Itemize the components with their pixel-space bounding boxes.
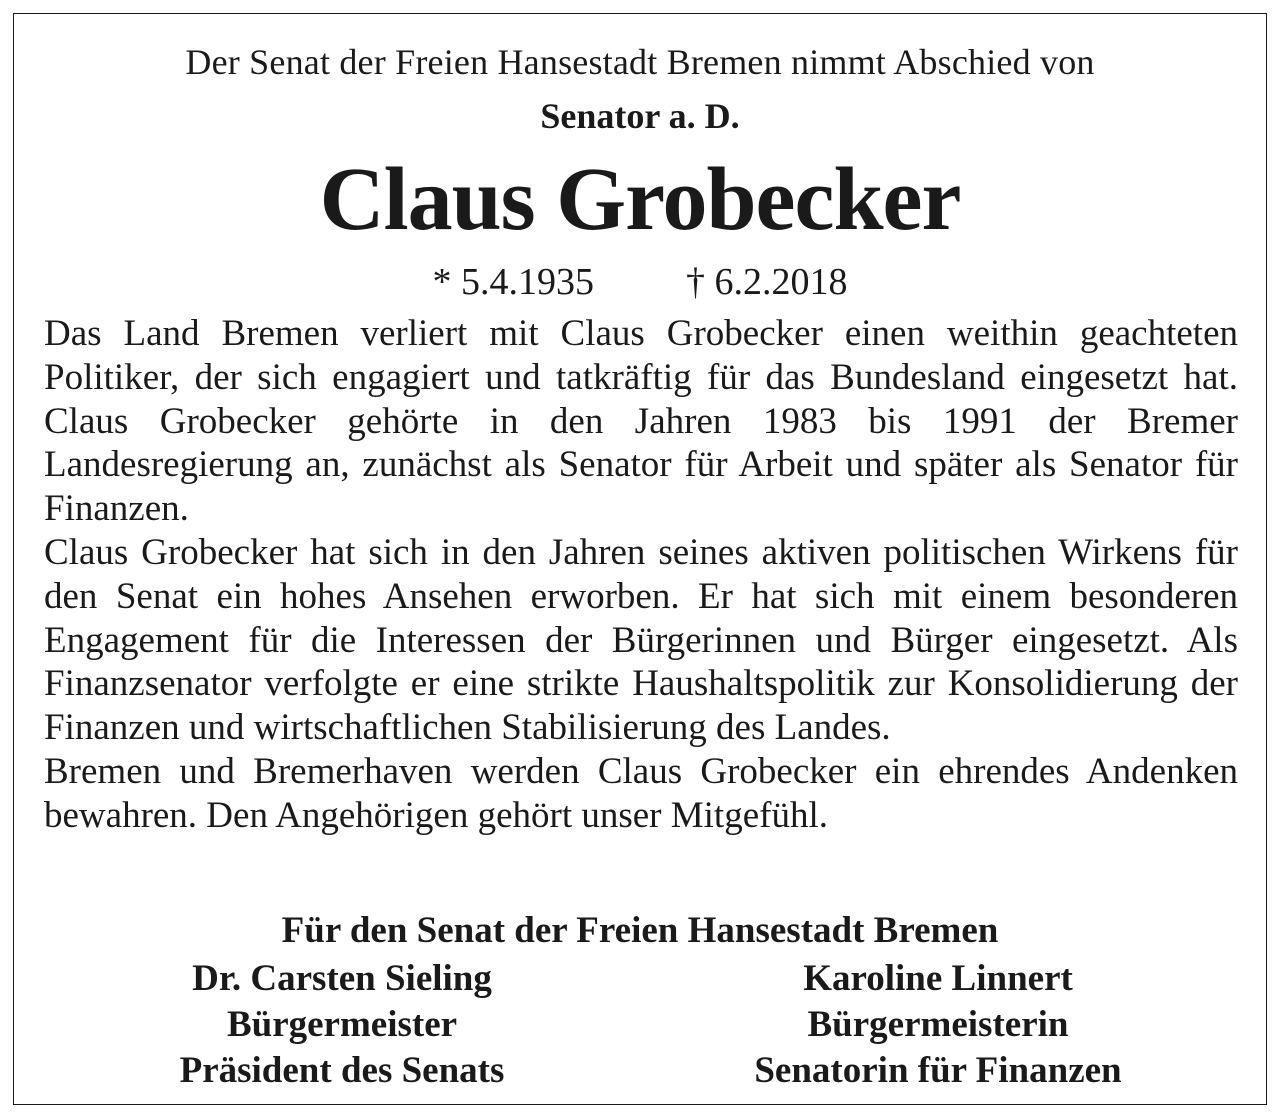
title-line: Senator a. D. [540,96,740,136]
intro-line: Der Senat der Freien Hansestadt Bremen nimmt Abschied von [185,42,1095,82]
signer-name: Karoline Linnert [803,958,1073,999]
deceased-name: Claus Grobecker [319,150,961,249]
tribute-paragraph-3: Bremen und Bremerhaven werden Claus Grobecker ein ehrendes Andenken bewahren. Den Angehörigen gehört unser Mitgefühl. [44,750,1238,836]
signer-right [706,956,1170,1094]
birth-date: * 5.4.1935 [432,261,594,303]
signer-role: Bürgermeisterin [807,1004,1069,1045]
signer-position: Senatorin für Finanzen [754,1050,1122,1091]
obituary-notice [13,13,1267,1105]
signoff-line: Für den Senat der Freien Hansestadt Bremen [281,910,999,951]
signer-position: Präsident des Senats [179,1050,505,1091]
tribute-paragraph-1: Das Land Bremen verliert mit Claus Grobecker einen weithin geachteten Politiker, der sich engagiert und tatkräftig für das Bundesland eingesetzt hat. Claus Grobecker gehörte in den Jahren 1983 bis 1991 der Bremer Landesregierung an, zunächst als Senator für Arbeit und später als Senator für Finanzen. [44,313,1238,530]
death-date: † 6.2.2018 [686,261,848,303]
signer-left [114,956,570,1094]
tribute-text [44,312,1238,838]
tribute-paragraph-2: Claus Grobecker hat sich in den Jahren seines aktiven politischen Wirkens für den Senat ein hohes Ansehen erworben. Er hat sich mit einem besonderen Engagement für die Interessen der Bürgerinnen und Bürger eingesetzt. Als Finanzsenator verfolgte er eine strikte Haushaltspolitik zur Konsolidierung der Finanzen und wirtschaftlichen Stabilisierung des Landes. [44,531,1238,749]
life-dates [14,258,1266,306]
signer-name: Dr. Carsten Sieling [192,958,492,999]
signer-role: Bürgermeister [226,1004,458,1045]
